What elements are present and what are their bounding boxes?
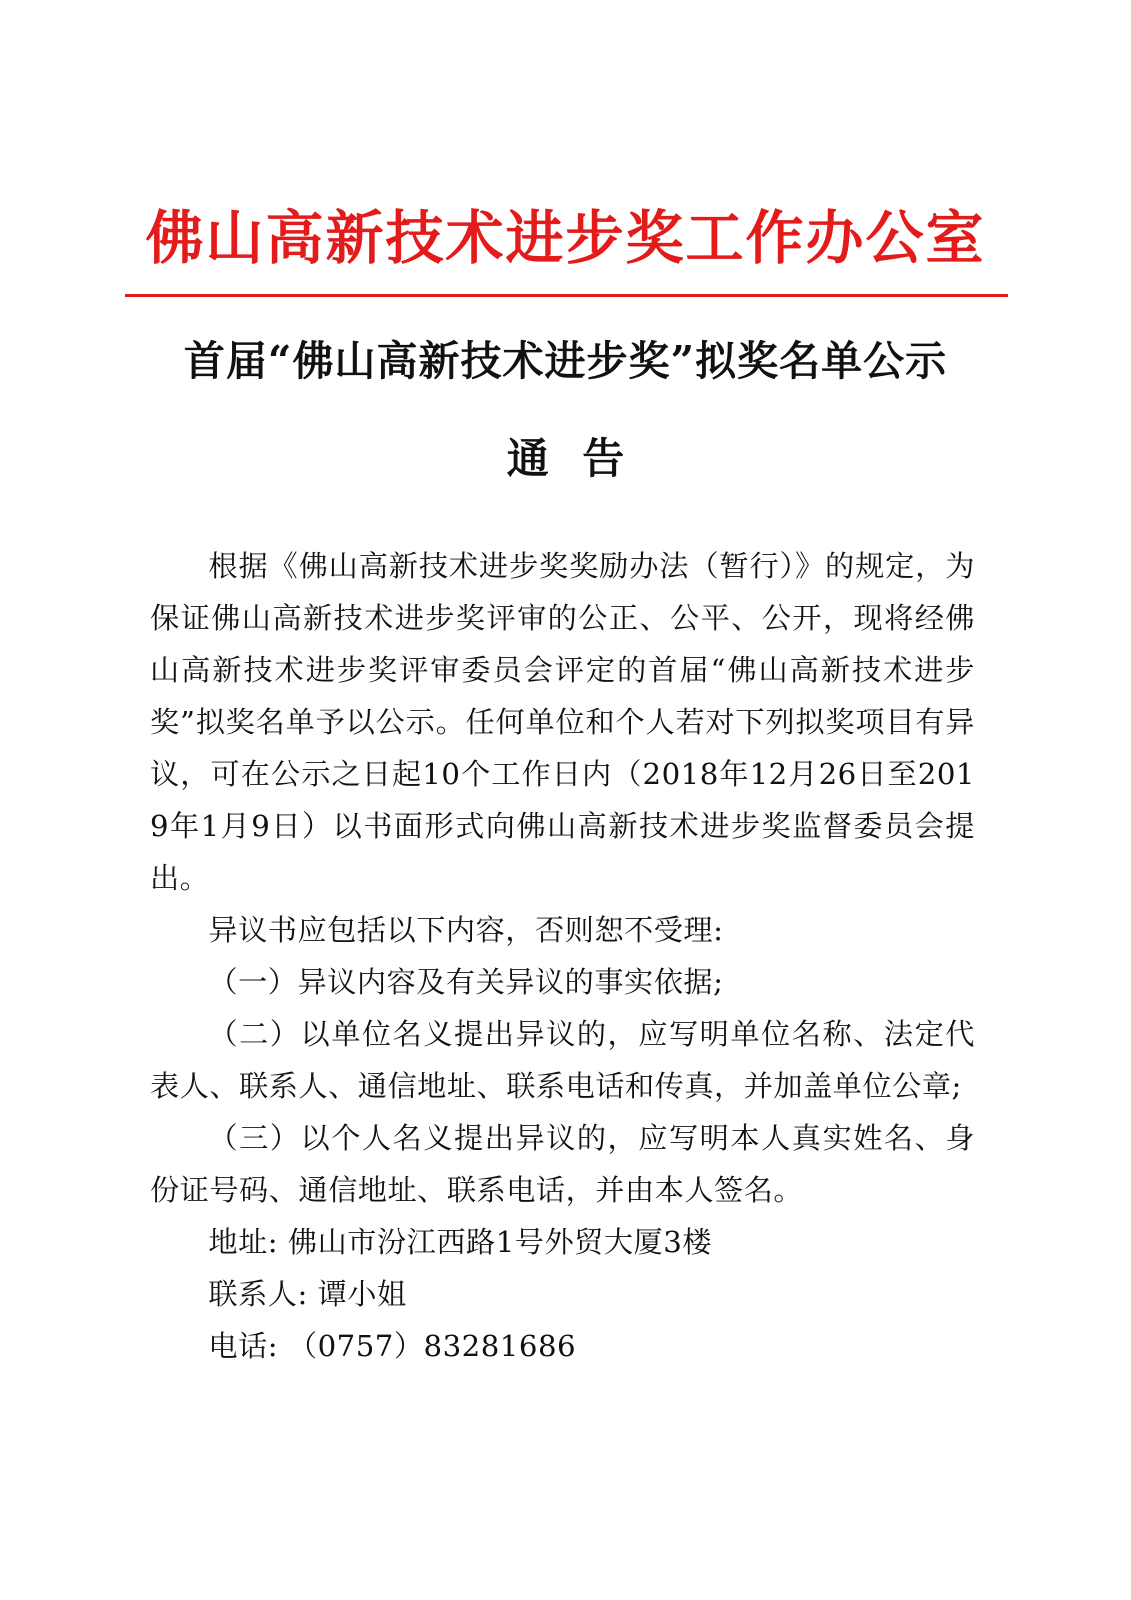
document-subtitle: 通告 xyxy=(506,434,658,483)
contact-address: 地址: 佛山市汾江西路1号外贸大厦3楼 xyxy=(208,1225,712,1259)
contact-person: 联系人: 谭小姐 xyxy=(208,1277,407,1311)
paragraph-requirements: 异议书应包括以下内容，否则恕不受理: xyxy=(208,913,724,947)
document-title: 首届“佛山高新技术进步奖”拟奖名单公示 xyxy=(183,337,948,385)
contact-phone: 电话: （0757）83281686 xyxy=(208,1329,577,1363)
paragraph-item-1: （一）异议内容及有关异议的事实依据; xyxy=(208,965,724,999)
header-red-rule xyxy=(125,294,1008,297)
document-body xyxy=(150,540,975,1372)
paragraph-item-3: （三）以个人名义提出异议的，应写明本人真实姓名、身份证号码、通信地址、联系电话，并由本人签名。 xyxy=(150,1121,975,1207)
paragraph-item-2: （二）以单位名义提出异议的，应写明单位名称、法定代表人、联系人、通信地址、联系电话和传真，并加盖单位公章; xyxy=(150,1017,975,1103)
org-name-header: 佛山高新技术进步奖工作办公室 xyxy=(145,204,986,272)
paragraph-intro: 根据《佛山高新技术进步奖奖励办法（暂行）》的规定，为保证佛山高新技术进步奖评审的公正、公平、公开，现将经佛山高新技术进步奖评审委员会评定的首届“佛山高新技术进步奖”拟奖名单予以公示。任何单位和个人若对下列拟奖项目有异议，可在公示之日起10个工作日内（2018年12月26日至2019年1月9日）以书面形式向佛山高新技术进步奖监督委员会提出。 xyxy=(150,549,975,895)
